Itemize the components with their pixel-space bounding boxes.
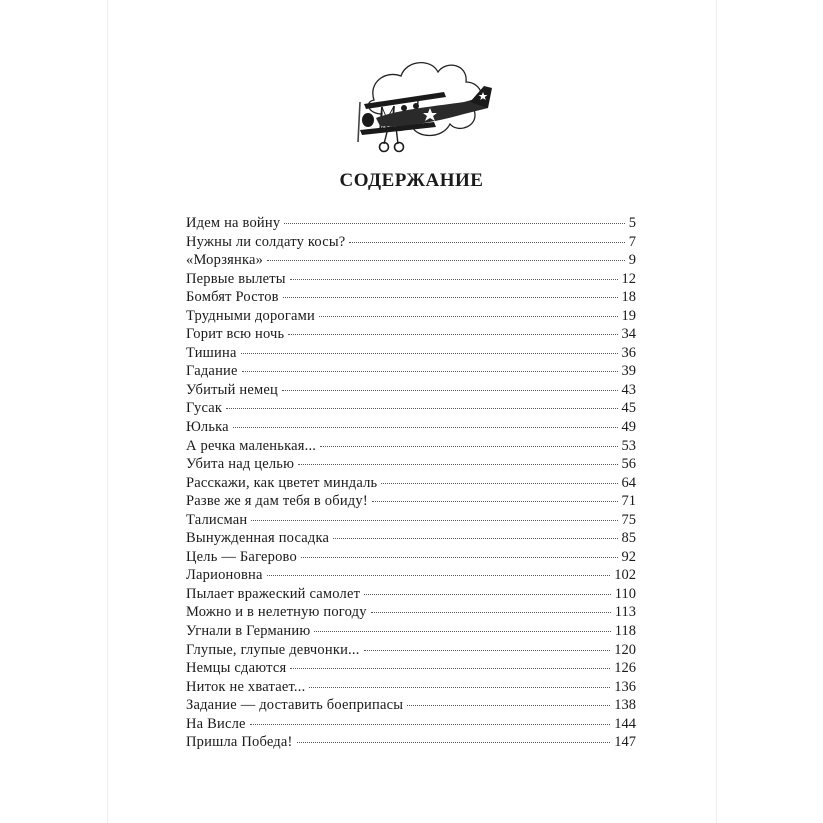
dot-leader [241,353,618,354]
toc-entry-title: Талисман [186,511,248,528]
toc-entry-page-number: 7 [628,233,636,250]
toc-entry [186,678,636,697]
dot-leader [290,668,610,669]
dot-leader [309,687,610,688]
toc-entry [186,548,636,567]
table-of-contents [186,214,636,752]
toc-entry-title: Разве же я дам тебя в обиду! [186,493,368,510]
dot-leader [282,390,618,391]
toc-entry-page-number: 144 [614,715,636,732]
toc-entry [186,344,636,363]
toc-entry-page-number: 39 [621,363,636,380]
toc-entry-page-number: 19 [621,307,636,324]
toc-entry-title: Бомбят Ростов [186,289,279,306]
toc-entry-page-number: 118 [614,623,636,640]
toc-entry-title: Гадание [186,363,238,380]
toc-entry [186,641,636,660]
dot-leader [364,594,611,595]
toc-entry-title: Убита над целью [186,456,295,473]
toc-entry-title: Нужны ли солдату косы? [186,233,346,250]
toc-entry-page-number: 120 [614,641,636,658]
dot-leader [250,724,611,725]
dot-leader [226,408,617,409]
toc-entry-title: Гусак [186,400,223,417]
toc-entry-page-number: 53 [621,437,636,454]
dot-leader [233,427,618,428]
dot-leader [407,705,610,706]
toc-entry-page-number: 102 [614,567,636,584]
biplane-illustration-icon [346,52,496,162]
toc-entry-page-number: 5 [628,215,636,231]
toc-entry-title: Пришла Победа! [186,734,293,751]
dot-leader [349,242,624,243]
toc-entry [186,233,636,252]
toc-entry-page-number: 56 [621,456,636,473]
page-title: СОДЕРЖАНИЕ [339,170,484,191]
toc-entry-title: Глупые, глупые девчонки... [186,641,360,658]
dot-leader [242,371,618,372]
toc-entry-page-number: 34 [621,326,636,343]
toc-entry [186,399,636,418]
dot-leader [381,483,617,484]
toc-entry [186,270,636,289]
dot-leader [333,538,617,539]
toc-entry-page-number: 110 [614,585,636,602]
toc-entry-page-number: 75 [621,511,636,528]
toc-entry-title: Горит всю ночь [186,326,285,343]
toc-entry-title: Расскажи, как цветет миндаль [186,474,378,491]
toc-entry-title: Немцы сдаются [186,660,287,677]
toc-entry-title: Идем на войну [186,215,281,231]
toc-entry-page-number: 71 [621,493,636,510]
toc-entry-title: Угнали в Германию [186,623,311,640]
toc-entry [186,529,636,548]
toc-entry-title: Пылает вражеский самолет [186,585,361,602]
toc-entry [186,214,636,233]
toc-entry-title: Вынужденная посадка [186,530,330,547]
toc-entry-title: «Морзянка» [186,252,264,269]
toc-entry [186,325,636,344]
toc-entry [186,492,636,511]
toc-entry-title: Тишина [186,344,237,361]
toc-entry-page-number: 36 [621,344,636,361]
toc-entry [186,733,636,752]
dot-leader [290,279,618,280]
toc-entry [186,251,636,270]
toc-entry [186,511,636,530]
dot-leader [301,557,618,558]
dot-leader [319,316,618,317]
toc-entry-page-number: 85 [621,530,636,547]
toc-entry-page-number: 43 [621,381,636,398]
toc-entry-title: Юлька [186,419,229,436]
toc-entry-page-number: 92 [621,548,636,565]
toc-entry-title: А речка маленькая... [186,437,317,454]
toc-entry [186,288,636,307]
toc-entry [186,437,636,456]
toc-entry [186,696,636,715]
toc-entry [186,566,636,585]
toc-entry-title: На Висле [186,715,246,732]
toc-entry [186,659,636,678]
toc-entry-page-number: 147 [614,734,636,751]
dot-leader [267,575,611,576]
toc-entry-title: Трудными дорогами [186,307,315,324]
dot-leader [251,520,617,521]
toc-entry-page-number: 138 [614,697,636,714]
dot-leader [371,612,611,613]
toc-entry-page-number: 18 [621,289,636,306]
toc-entry [186,603,636,622]
dot-leader [297,742,611,743]
dot-leader [298,464,617,465]
toc-entry-page-number: 9 [628,252,636,269]
toc-entry-page-number: 45 [621,400,636,417]
toc-entry [186,362,636,381]
toc-entry-title: Цель — Багерово [186,548,297,565]
toc-entry-page-number: 12 [621,270,636,287]
dot-leader [372,501,618,502]
dot-leader [314,631,610,632]
toc-entry-title: Первые вылеты [186,270,286,287]
toc-entry [186,715,636,734]
toc-entry [186,381,636,400]
toc-entry-title: Задание — доставить боеприпасы [186,697,404,714]
dot-leader [283,297,618,298]
toc-entry-title: Можно и в нелетную погоду [186,604,367,621]
toc-entry-title: Убитый немец [186,381,278,398]
toc-entry [186,418,636,437]
toc-entry-page-number: 126 [614,660,636,677]
toc-entry [186,474,636,493]
toc-entry-title: Ниток не хватает... [186,678,306,695]
dot-leader [288,334,617,335]
toc-entry-page-number: 136 [614,678,636,695]
toc-entry [186,307,636,326]
dot-leader [320,446,617,447]
dot-leader [267,260,625,261]
toc-entry-page-number: 49 [621,419,636,436]
toc-entry [186,622,636,641]
dot-leader [284,223,624,224]
toc-entry-title: Ларионовна [186,567,263,584]
dot-leader [364,650,611,651]
toc-entry-page-number: 64 [621,474,636,491]
toc-entry [186,455,636,474]
toc-entry-page-number: 113 [614,604,636,621]
toc-entry [186,585,636,604]
